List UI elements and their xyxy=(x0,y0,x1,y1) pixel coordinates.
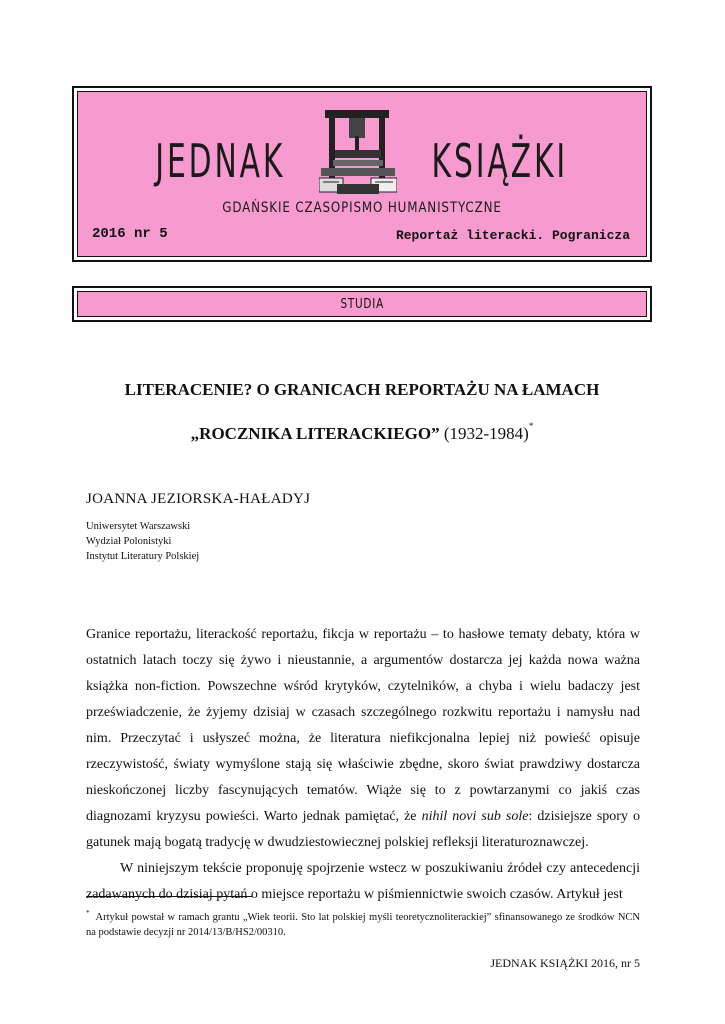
article-title xyxy=(72,372,652,452)
footnote-divider xyxy=(86,896,252,897)
journal-name-right: KSIĄŻKI xyxy=(431,134,568,188)
footnote-mark: * xyxy=(86,909,90,917)
author-affiliation xyxy=(86,519,199,564)
section-banner-background xyxy=(77,291,647,317)
issue-number: 2016 nr 5 xyxy=(92,226,168,242)
affiliation-university: Uniwersytet Warszawski xyxy=(86,521,191,532)
article-title-line2 xyxy=(72,408,652,452)
author-name: JOANNA JEZIORSKA-HAŁADYJ xyxy=(86,491,311,507)
article-title-line1: LITERACENIE? O GRANICACH REPORTAŻU NA ŁAMACH xyxy=(124,380,600,399)
section-label: STUDIA xyxy=(340,296,384,312)
journal-subtitle: GDAŃSKIE CZASOPISMO HUMANISTYCZNE xyxy=(222,200,502,216)
masthead-background xyxy=(77,91,647,257)
footnote-text: Artykuł powstał w ramach grantu „Wiek teorii. Sto lat polskiej myśli teoretycznoliterackiej” sfinansowanego ze środków NCN na podstawie decyzji nr 2014/13/B/HS2/00310. xyxy=(86,912,640,938)
journal-logo xyxy=(78,126,646,196)
paragraph-1-text: Granice reportażu, literackość reportażu, fikcja w reportażu – to hasłowe tematy debaty, która w ostatnich latach toczy się żywo i nieustannie, a argumentów dostarcza jej każda nowa ważna książka non-fiction. Powszechne wśród krytyków, czytelników, a chyba i wielu badaczy jest przeświadczenie, że żyjemy dzisiaj w czasach szczególnego rozkwitu reportażu i namysłu nad nim. Przeczytać i usłyszeć można, że literatura niefikcjonalna lepiej niż powieść opisuje rzeczywistość, światy wymyślone stają się właściwie zbędne, skoro świat prawdziwy dostarcza nieskończonej liczby fascynujących tematów. Wiąże się to z powtarzanymi co jakiś czas diagnozami kryzysu powieści. Warto jednak pamiętać, że xyxy=(86,627,640,824)
issue-theme: Reportaż literacki. Pogranicza xyxy=(395,228,630,243)
article-title-years: (1932-1984) xyxy=(443,424,529,443)
paragraph-1-text-end: : dzisiejsze spory o gatunek mają bogatą tradycję w dwudziestowiecznej polskiej refleksji literaturoznawczej. xyxy=(86,809,641,850)
journal-masthead xyxy=(72,86,652,262)
affiliation-institute: Instytut Literatury Polskiej xyxy=(86,551,200,562)
latin-phrase: nihil novi sub sole xyxy=(421,809,529,824)
paragraph-1 xyxy=(86,622,640,856)
article-body xyxy=(86,622,640,908)
printing-press-icon xyxy=(319,106,397,198)
article-title-journal: „ROCZNIKA LITERACKIEGO” xyxy=(190,424,440,443)
running-footer: JEDNAK KSIĄŻKI 2016, nr 5 xyxy=(490,956,640,970)
title-footnote-mark: * xyxy=(528,421,534,431)
affiliation-faculty: Wydział Polonistyki xyxy=(86,536,172,547)
section-banner xyxy=(72,286,652,322)
footnote xyxy=(86,906,640,940)
paragraph-2: W niniejszym tekście proponuję spojrzenie wstecz w poszukiwaniu źródeł czy antecedencji zadawanych do dzisiaj pytań o miejsce reportażu w piśmiennictwie swoich czasów. Artykuł jest xyxy=(86,861,640,902)
journal-name-left: JEDNAK xyxy=(155,134,286,188)
